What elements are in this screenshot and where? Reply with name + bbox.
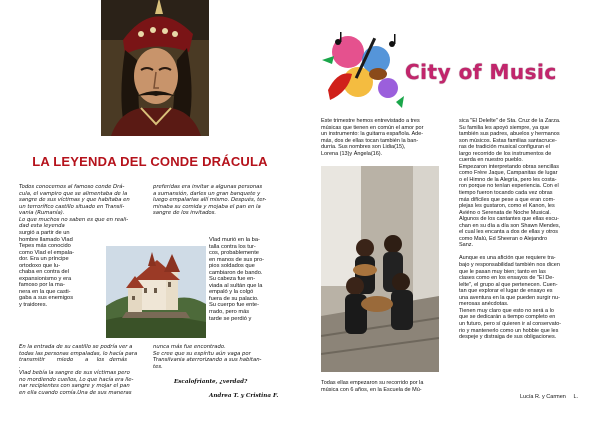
closing-line: Escalofriante, ¿verdad? — [174, 379, 248, 385]
section-heading: City of Music — [405, 60, 557, 84]
article-authors: Andrea T. y Cristina F. — [209, 393, 279, 399]
article-col2-top: preferidas era invitar a algunas personas a sumansión, darles un gran banquete y luego empalarlas allí mismo. Después, ter- minaba su comida y mojaba el pan en la sangre de los invitados. — [153, 184, 267, 217]
right-page — [300, 0, 600, 424]
interview-col1-top: Este trimestre hemos entrevistado a tres músicas que tienen en común el amor por un instrumento: la guitarra española. Ade- más, dos de ellas tocan también la ban- durria. Sus nombres son Lidia(15), Lorena (13)y Ángela(16). — [321, 118, 424, 157]
article-col1-top: Todos conocemos al famoso conde Drá- cula, el vampiro que se alimentaba de la sangre de sus víctimas y que habitaba en un terrorífico castillo situado en Transil- vania (Rumanía). Lo que muchos no saben es que en reali- dad esta leyenda — [19, 184, 130, 230]
interview-col2: sica "El Delelte" de Sta. Cruz de la Zarza. Su familia les apoyó siempre, ya que también sus padres, abuelos y hermanos son músicos. Estas familias santacruce- ras de tradición musical configuran el largo recorrido de los instrumentos de cuerda en nuestro pueblo. Empezaron interpretando obras sencillas como Frère Jaque, Campanitas de lugar o el Himno de la Alegría, pero les costa- ron porque no tenían experiencia. Con el tiempo fueron tocando cada vez obras más difíciles que pese a que eran com- plejas les gustaron, como el Kanon, les Aviéno o Serenata de Noche Musical. Algunos de los cantantes que ellas escu- chan en su día a día son Shawn Mendes, el cual les encanta a dos de ellas y otros como Malú, Ed Sheeran o Alejandro Sanz. Aunque es una afición que requiere tra- bajo y responsabilidad también nos dicen que le pasan muy bien; tanto en las clases como en los ensayos de "El De- lelte", el grupo al que pertenecen. Cuen- tan que explorar el lugar de ensayo es una aventura en la que pueden surgir nu- merosas anécdotas. Tienen muy claro que esto no será a lo que se dedicarán a tiempo completo en un futuro, pero sí quieren ir al conservato- rio y mantenerlo como un hobbie que les despeje y distraiga de sus obligaciones. — [459, 118, 562, 341]
article-title: LA LEYENDA DEL CONDE DRÁCULA — [32, 154, 268, 169]
article-col2-bottom: nunca más fue encontrado. Se cree que su espíritu aún vaga por Transilvania aterrorizando a sus habitan- tes. — [153, 344, 262, 370]
interview-col1-bottom: Todas ellas empezaron su recorrido por la música con 6 años, en la Escuela de Mú- — [321, 380, 424, 393]
musicians-photo — [321, 166, 439, 372]
article-col2-wrap: Vlad murió en la ba- talla contra los tur- cos, probablemente en manos de sus pro- pios soldados que cambiaron de bando. Su cabeza fue en- viada al sultán que la empaló y la colgó fuera de su palacio. Su cuerpo fue ente- rrado, pero más tarde se perdió y — [209, 237, 265, 322]
music-instruments-art — [318, 30, 406, 112]
article-col1-bottom: En la entrada de su castillo se podría ver a todas las personas empaladas, lo hacía para transmitir miedo a los demás . Vlad bebía la sangre de sus víctimas pero no mordiendo cuellos, Lo que hacía era lle- nar recipientes con sangre y mojar el pan en ella cuando comía.Una de sus maneras — [19, 344, 138, 396]
vlad-portrait — [101, 0, 209, 136]
bran-castle-photo — [106, 246, 206, 338]
article-col1-wrap: surgió a partir de un hombre llamado Vlad Tepes más conocido como Vlad el empala- dor. Era un príncipe ortodoxo que lu- chaba en contra del expansionismo y era famoso por la ma- nera en la que casti- gaba a sus enemigos y traidores. — [19, 230, 75, 309]
interview-authors: Lucía R. y Carmen L. — [520, 394, 579, 400]
